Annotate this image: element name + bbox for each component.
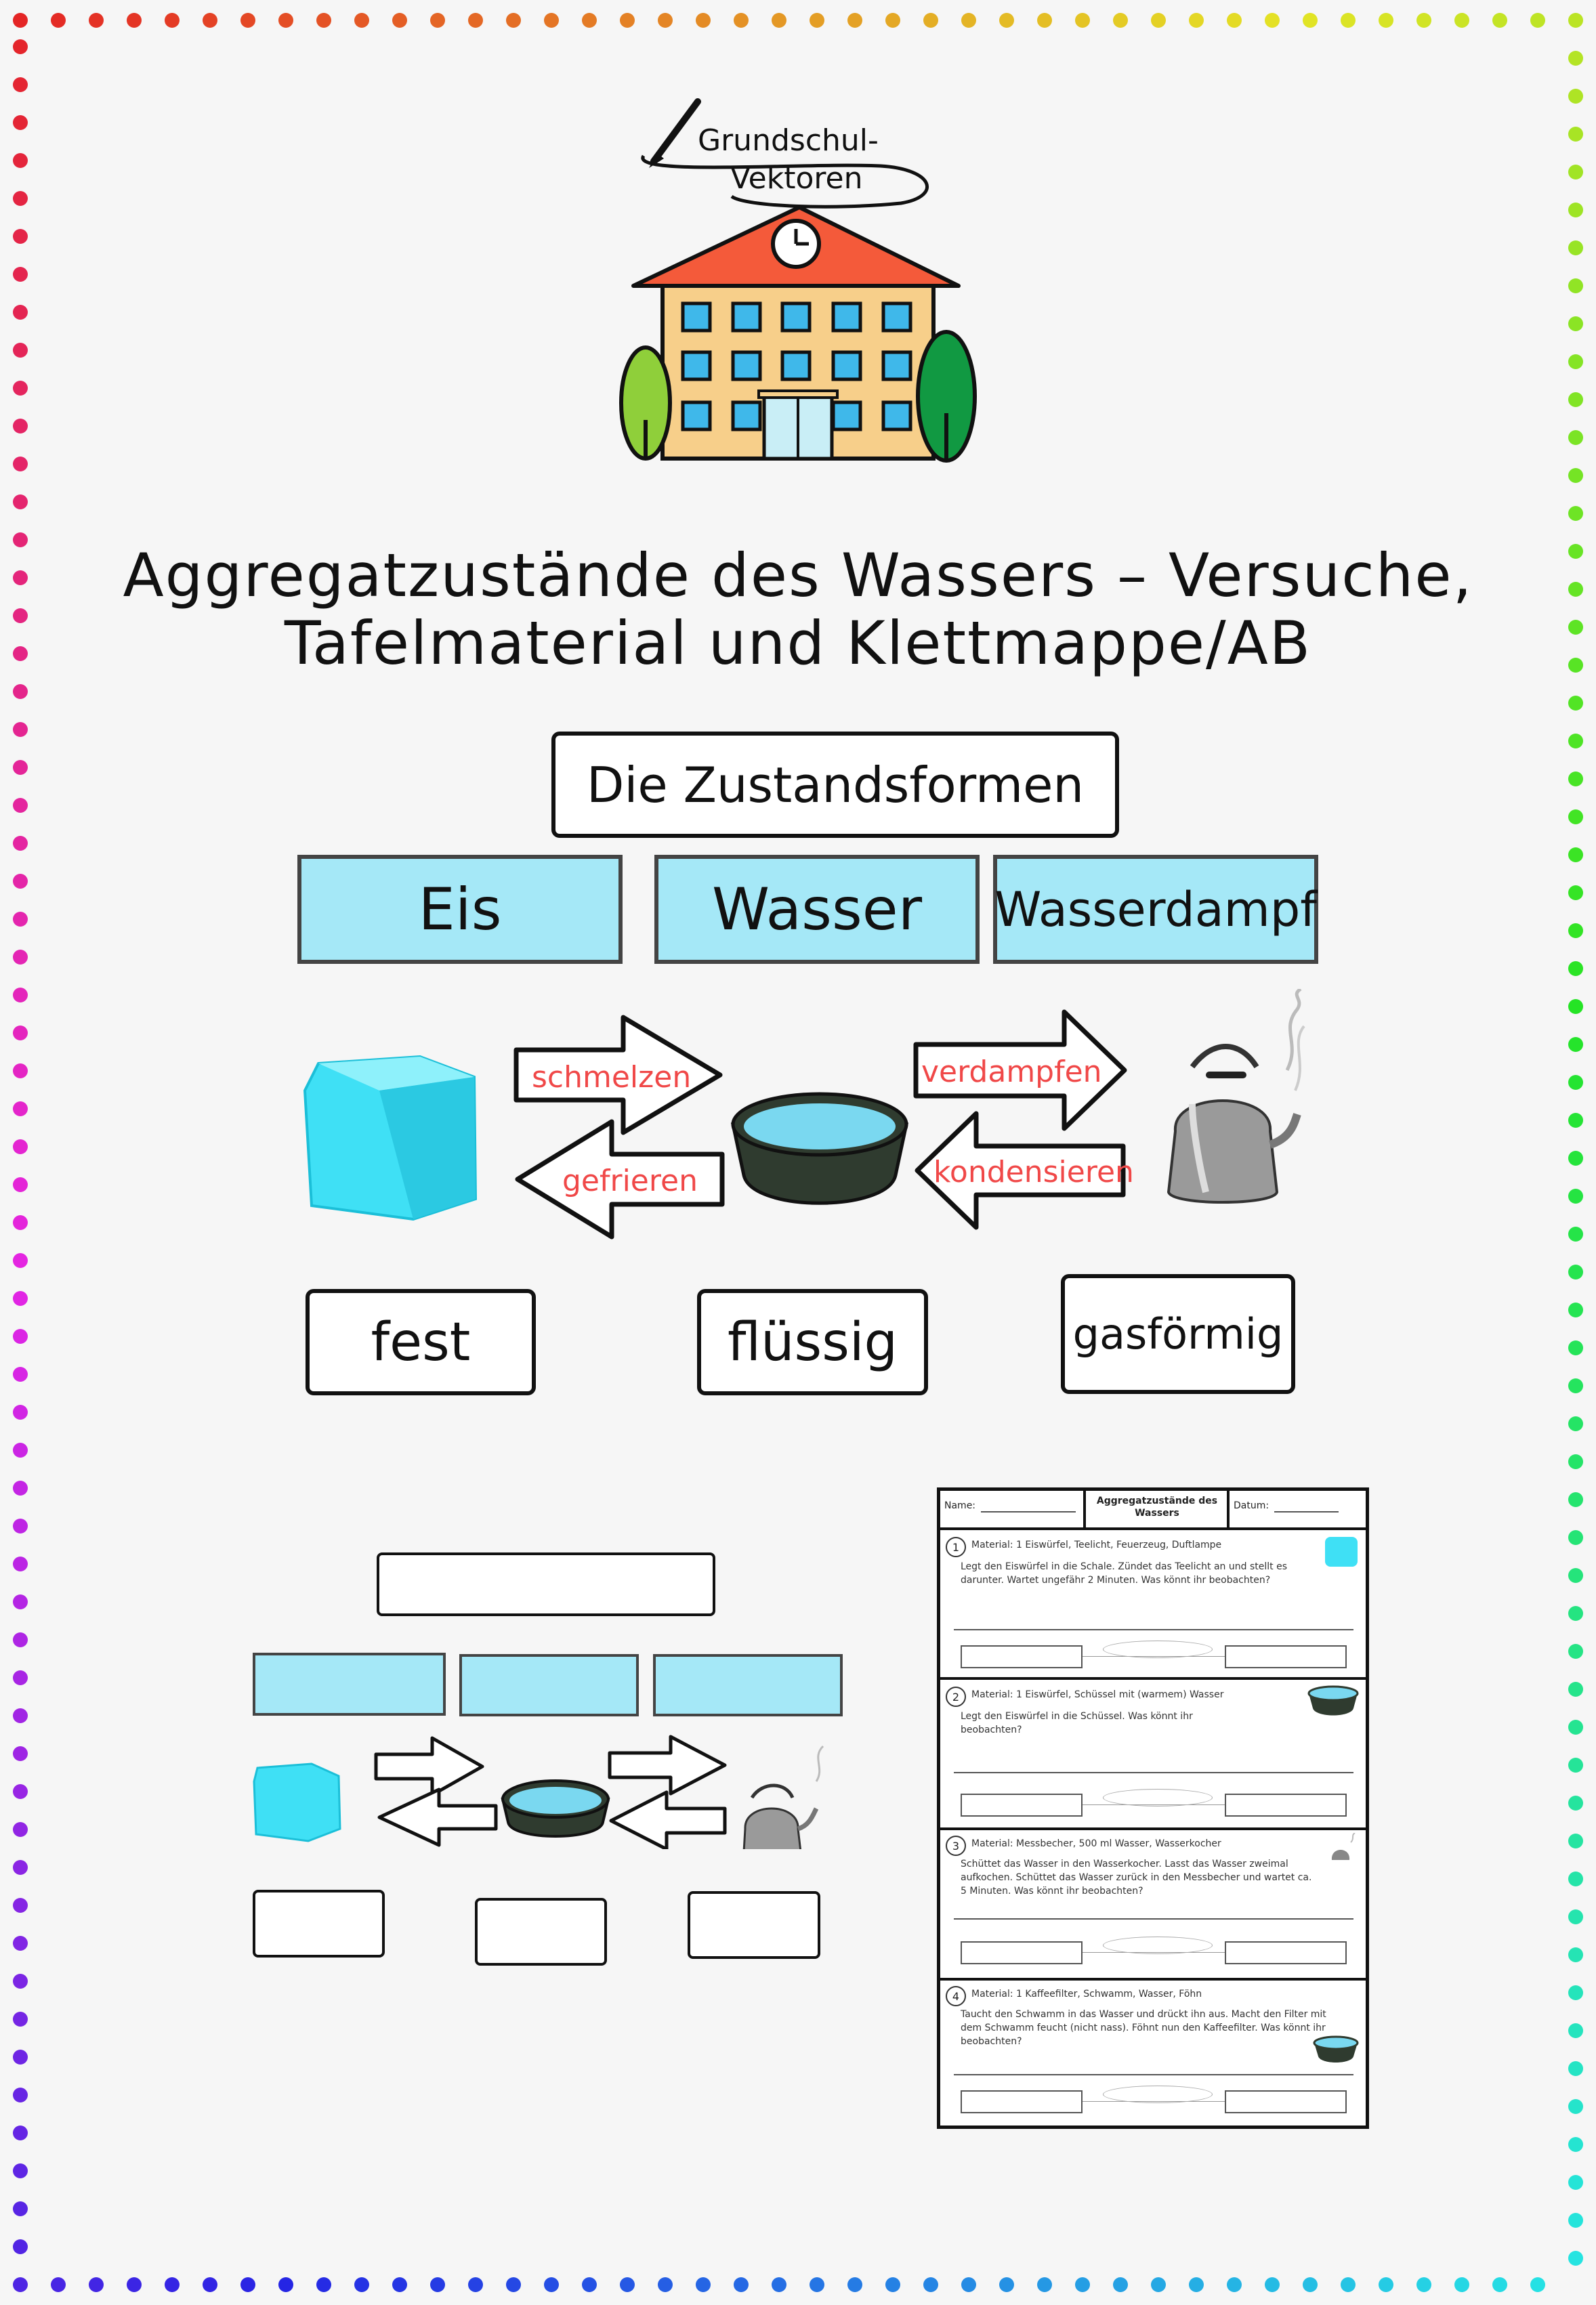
blank-form-card-1: [253, 1890, 385, 1958]
ws-task-1-text: Legt den Eiswürfel in die Schale. Zündet das Teelicht an und stellt es darunter. Wartet ungefähr 2 Minuten. Was könnt ihr beobachten?: [961, 1561, 1287, 1586]
arrow-label-condense: kondensieren: [933, 1155, 1134, 1189]
logo-text-line1: Grundschul-: [698, 123, 879, 158]
state-card-ice: [297, 855, 623, 964]
blank-arrow-2: [379, 1790, 496, 1845]
form-card-gas: [1061, 1274, 1295, 1394]
ws-task-3: [940, 1827, 1366, 1978]
ws-task-2: [940, 1677, 1366, 1827]
kettle-small-icon: [744, 1746, 823, 1849]
ws-task-3-box-right: [1225, 1941, 1347, 1964]
form-label-solid: fest: [371, 1311, 471, 1373]
blank-state-card-3: [653, 1654, 843, 1716]
blank-arrow-3: [610, 1737, 725, 1794]
ws-task-4-box-right: [1225, 2090, 1347, 2113]
form-card-liquid: [697, 1289, 928, 1395]
arrow-label-melt: schmelzen: [532, 1060, 692, 1095]
ws-task-1: [940, 1527, 1366, 1677]
arrow-label-evaporate: verdampfen: [921, 1055, 1102, 1089]
state-label-steam: Wasserdampf: [994, 881, 1317, 937]
ws-task-1-box-left: [961, 1645, 1083, 1668]
bowl-small-icon: [503, 1781, 608, 1836]
ws-title: Aggregatzustände des Wassers: [1096, 1496, 1218, 1519]
logo: [610, 88, 989, 467]
blank-arrow-1: [376, 1738, 482, 1795]
title-line-1: Aggregatzustände des Wassers – Versuche,: [123, 541, 1473, 610]
ws-task-1-box-right: [1225, 1645, 1347, 1668]
form-label-liquid: flüssig: [727, 1311, 898, 1373]
state-label-ice: Eis: [418, 875, 502, 944]
title-line-2: Tafelmaterial und Klettmappe/AB: [284, 608, 1312, 678]
form-label-gas: gasförmig: [1072, 1309, 1284, 1359]
ws-ice-cube-icon: [1325, 1537, 1358, 1567]
state-card-steam: [993, 855, 1318, 964]
state-card-water: [654, 855, 980, 964]
blank-arrow-4: [611, 1792, 725, 1849]
blank-form-card-2: [475, 1898, 607, 1966]
ws-task-3-number: 3: [946, 1836, 966, 1856]
ws-name-line: [981, 1511, 1076, 1513]
pen-icon: [649, 102, 698, 168]
ws-task-3-box-left: [961, 1941, 1083, 1964]
blank-form-card-3: [688, 1891, 820, 1959]
ws-task-1-material: Material: 1 Eiswürfel, Teelicht, Feuerzeug, Duftlampe: [971, 1540, 1222, 1550]
state-label-water: Wasser: [711, 875, 923, 944]
ws-task-1-number: 1: [946, 1537, 966, 1557]
ws-header: [940, 1491, 1366, 1527]
header-card-label: Die Zustandsformen: [586, 756, 1085, 813]
state-change-diagram: [0, 989, 1596, 1246]
ws-date-line: [1274, 1511, 1339, 1513]
ws-task-2-number: 2: [946, 1687, 966, 1707]
ws-task-3-text: Schüttet das Wasser in den Wasserkocher. Lasst das Wasser zweimal aufkochen. Schüttet das Wasser zurück in den Messbecher und wartet ca. 5 Minuten. Was könnt ihr beobachten?: [961, 1859, 1312, 1897]
blank-diagram: [251, 1727, 847, 1849]
ws-task-2-text: Legt den Eiswürfel in die Schüssel. Was könnt ihr beobachten?: [961, 1711, 1193, 1735]
ice-cube-icon: [305, 1057, 476, 1219]
bowl-icon: [733, 1094, 906, 1203]
ws-task-2-material: Material: 1 Eiswürfel, Schüssel mit (warmem) Wasser: [971, 1689, 1224, 1700]
logo-text-line2: Vektoren: [730, 161, 863, 196]
ws-bowl-small-icon: [1311, 2035, 1360, 2066]
form-card-solid: [306, 1289, 536, 1395]
ws-date-label: Datum:: [1234, 1500, 1269, 1511]
ws-task-4-text: Taucht den Schwamm in das Wasser und drückt ihn aus. Macht den Filter mit dem Schwamm feucht (nicht nass). Föhnt nun den Kaffeefilter. Was könnt ihr beobachten?: [961, 2009, 1326, 2047]
blank-state-card-1: [253, 1653, 446, 1716]
header-card: [551, 732, 1119, 838]
ws-task-3-material: Material: Messbecher, 500 ml Wasser, Wasserkocher: [971, 1838, 1221, 1849]
ws-kettle-icon: [1326, 1833, 1360, 1864]
ws-task-4: [940, 1978, 1366, 2126]
blank-header-card: [377, 1552, 715, 1616]
ws-task-4-box-left: [961, 2090, 1083, 2113]
blank-board-template: [251, 1544, 847, 1971]
ws-task-2-box-right: [1225, 1794, 1347, 1817]
ws-name-label: Name:: [944, 1500, 976, 1511]
arrow-label-freeze: gefrieren: [562, 1164, 698, 1198]
ws-task-2-box-left: [961, 1794, 1083, 1817]
blank-state-card-2: [459, 1654, 639, 1716]
ice-cube-small-icon: [254, 1764, 340, 1841]
ws-task-4-material: Material: 1 Kaffeefilter, Schwamm, Wasser, Föhn: [971, 1989, 1202, 2000]
kettle-icon: [1169, 989, 1304, 1202]
ws-bowl-icon: [1306, 1685, 1360, 1719]
ws-task-4-number: 4: [946, 1986, 966, 2006]
page-title: [68, 542, 1528, 677]
worksheet-preview: [937, 1487, 1369, 2129]
